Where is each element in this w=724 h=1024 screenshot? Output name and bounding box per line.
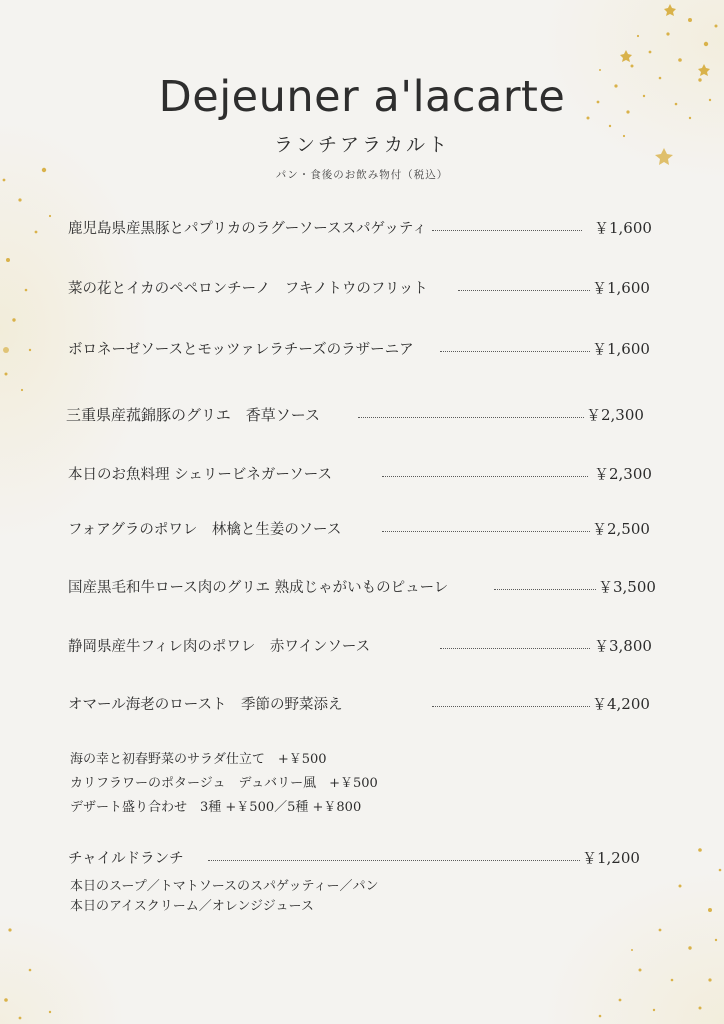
menu-item-price: ￥2,300 (594, 465, 652, 483)
menu-item-name: チャイルドランチ (68, 851, 184, 867)
menu-item-name: フォアグラのポワレ 林檎と生姜のソース (68, 522, 342, 538)
menu-item-name: ボロネーゼソースとモッツァレラチーズのラザーニア (68, 342, 414, 358)
menu-item-name: 静岡県産牛フィレ肉のポワレ 赤ワインソース (68, 639, 371, 655)
gold-sparkle-bottom-left (0, 900, 70, 1024)
leader-dots (432, 230, 582, 231)
extras-item: 海の幸と初春野菜のサラダ仕立て +￥500 (70, 752, 327, 767)
leader-dots (494, 589, 596, 590)
menu-item-name: オマール海老のロースト 季節の野菜添え (68, 697, 343, 713)
menu-item-price: ￥2,500 (592, 520, 650, 538)
menu-item-price: ￥3,500 (598, 578, 656, 596)
menu-item-price: ￥1,600 (592, 279, 650, 297)
leader-dots (382, 476, 588, 477)
kids-detail-line: 本日のアイスクリーム／オレンジジュース (70, 899, 314, 914)
leader-dots (432, 706, 590, 707)
menu-item-price: ￥1,200 (582, 849, 640, 867)
leader-dots (440, 648, 590, 649)
menu-title: Dejeuner a'lacarte (158, 72, 566, 122)
menu-subtitle: ランチアラカルト (273, 134, 450, 156)
menu-item-price: ￥1,600 (592, 340, 650, 358)
menu-item-name: 鹿児島県産黒豚とパプリカのラグーソーススパゲッティ (68, 221, 427, 237)
extras-item: カリフラワーのポタージュ デュバリー風 +￥500 (70, 776, 378, 791)
menu-item-price: ￥3,800 (594, 637, 652, 655)
leader-dots (358, 417, 584, 418)
extras-item: デザート盛り合わせ 3種 +￥500／5種 +￥800 (70, 800, 362, 815)
menu-item-price: ￥1,600 (594, 219, 652, 237)
menu-item-name: 国産黒毛和牛ロース肉のグリエ 熟成じゃがいものピューレ (68, 580, 449, 596)
leader-dots (382, 531, 590, 532)
menu-item-name: 三重県産菰錦豚のグリエ 香草ソース (66, 406, 320, 424)
kids-lunch-details (70, 877, 379, 917)
leader-dots (458, 290, 590, 291)
menu-item-price: ￥2,300 (586, 406, 644, 424)
kids-detail-line: 本日のスープ／トマトソースのスパゲッティー／パン (70, 879, 379, 894)
leader-dots (208, 860, 580, 861)
extras-list (70, 748, 378, 820)
leader-dots (440, 351, 590, 352)
menu-note: パン・食後のお飲み物付（税込） (275, 169, 449, 181)
menu-item-name: 菜の花とイカのペペロンチーノ フキノトウのフリット (68, 281, 428, 297)
menu-item-price: ￥4,200 (592, 695, 650, 713)
menu-item-name: 本日のお魚料理 シェリービネガーソース (68, 467, 333, 483)
